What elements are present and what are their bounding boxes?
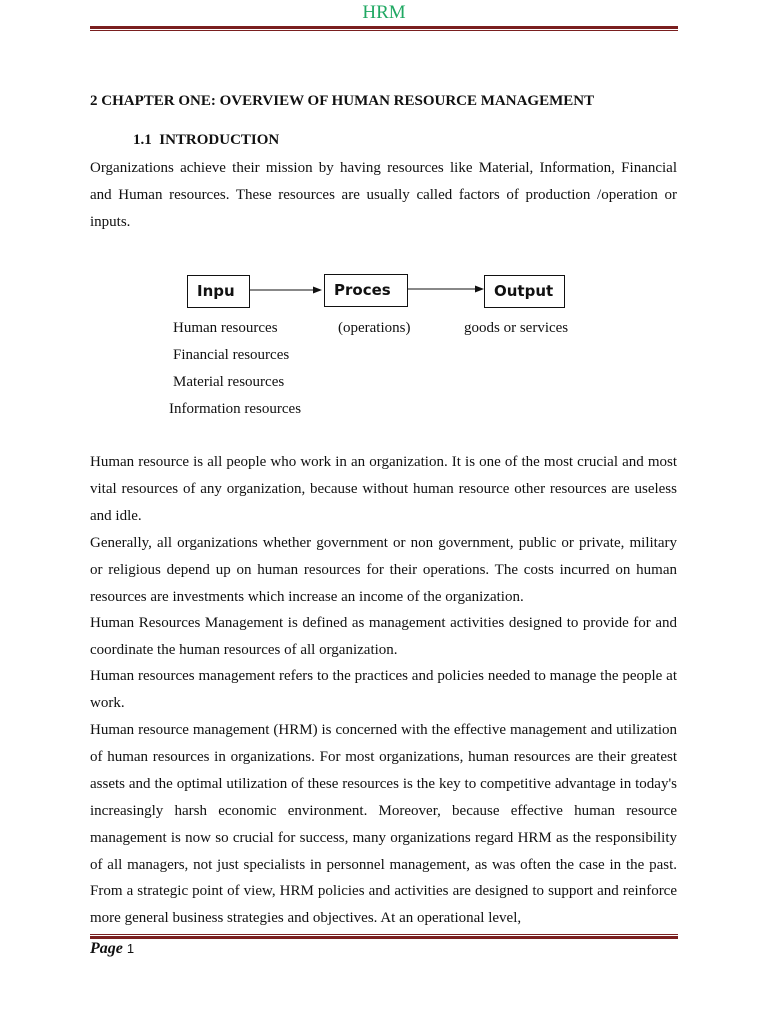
header-title: HRM xyxy=(362,2,406,23)
footer-rule xyxy=(90,934,678,939)
output-label: goods or services xyxy=(464,320,569,336)
input-label-human: Human resources xyxy=(173,320,278,336)
intro-paragraph: Organizations achieve their mission by having resources like Material, Information, Financial and Human resources. These resources are usually called factors of production /operation or inputs. xyxy=(90,160,677,230)
input-label-information: Information resources xyxy=(169,401,302,417)
output-box: Output xyxy=(484,275,565,308)
body-paragraph: Generally, all organizations whether government or non government, public or private, military or religious depend up on human resources for their operations. The costs incurred on human resources are investments which increase an income of the organization. xyxy=(90,535,677,605)
page-footer xyxy=(90,940,134,958)
process-label: (operations) xyxy=(338,320,411,336)
input-label-material: Material resources xyxy=(173,374,285,390)
page-number: 1 xyxy=(126,941,135,956)
arrow-input-to-process xyxy=(250,287,322,294)
input-box: Inpu xyxy=(187,275,250,308)
arrow-process-to-output xyxy=(408,286,484,293)
chapter-heading: 2 CHAPTER ONE: OVERVIEW OF HUMAN RESOURCE MANAGEMENT xyxy=(90,93,595,109)
process-box: Proces xyxy=(324,274,408,307)
body-paragraph: Human resource management (HRM) is concerned with the effective management and utilization of human resources in organizations. For most organizations, human resources are their greatest assets and the optimal utilization of these resources is the key to competitive advantage in today's increasingly harsh economic environment. Moreover, because effective human resource management is now so crucial for success, many organizations regard HRM as the responsibility of all managers, not just specialists in personnel management, as was often the case in the past. From a strategic point of view, HRM policies and activities are designed to support and reinforce more general business strategies and objectives. At an operational level, xyxy=(90,722,677,927)
body-paragraph: Human Resources Management is defined as management activities designed to provide for and coordinate the human resources of all organization. xyxy=(90,615,677,658)
body-paragraph: Human resources management refers to the practices and policies needed to manage the people at work. xyxy=(90,668,677,711)
section-number: 1.1 xyxy=(133,132,152,148)
section-title: INTRODUCTION xyxy=(159,132,280,148)
page-label: Page xyxy=(90,940,123,957)
body-paragraph: Human resource is all people who work in an organization. It is one of the most crucial and most vital resources of any organization, because without human resource other resources are useless and idle. xyxy=(90,454,677,524)
input-label-financial: Financial resources xyxy=(173,347,290,363)
